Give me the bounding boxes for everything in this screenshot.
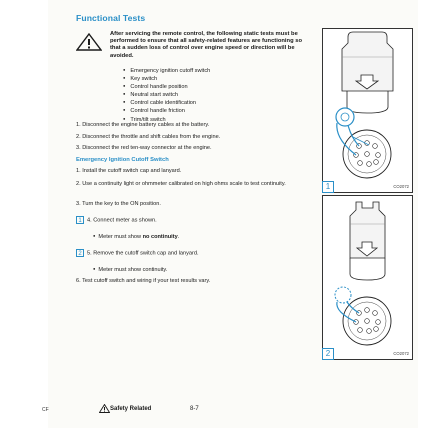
warning-triangle-icon [99, 404, 110, 413]
checklist-item: ● Key switch [132, 75, 210, 83]
figure-number: 1 [322, 181, 334, 193]
footer-code: CF [42, 407, 49, 413]
cutoff-step-6: 6. Test cutoff switch and wiring if your test results vary. [76, 278, 211, 284]
cutoff-step-4-result: ● Meter must show no continuity. [93, 233, 180, 240]
figure-ref-2: 2 [76, 249, 84, 257]
figure-code: CO2072 [393, 184, 409, 189]
warning-triangle-icon [76, 33, 102, 51]
footer-safety-label: Safety Related [110, 406, 152, 412]
switch-meter-illustration-1 [323, 29, 412, 192]
figure-1 [322, 28, 413, 193]
intro-step-1: 1. Disconnect the engine battery cables at the battery. [76, 122, 210, 128]
cutoff-step-5-text: 5. Remove the cutoff switch cap and lanyard. [87, 250, 199, 257]
cutoff-step-5 [76, 249, 291, 258]
checklist-item: ● Control cable identification [132, 99, 210, 107]
figure-number: 2 [322, 348, 334, 360]
safety-warning: After servicing the remote control, the following static tests must be performed to ensure that all safety-related features are functioning so that a sudden loss of control over engine speed or direction will be avoided. [110, 31, 302, 59]
manual-page [48, 0, 418, 428]
figure-ref-1: 1 [76, 216, 84, 224]
checklist-item: ● Neutral start switch [132, 91, 210, 99]
figure-2 [322, 195, 413, 360]
checklist-item: ● Emergency ignition cutoff switch [132, 67, 210, 75]
page-heading: Functional Tests [76, 13, 146, 23]
cutoff-step-4 [76, 216, 291, 225]
cutoff-step-2: 2. Use a continuity light or ohmmeter calibrated on high ohms scale to test continuity. [76, 181, 286, 187]
checklist-item: ● Trim/tilt switch [132, 116, 210, 124]
bullet-dot: ● [93, 233, 96, 238]
checklist-item: ● Control handle friction [132, 107, 210, 115]
page-number: 8-7 [190, 406, 199, 412]
no-continuity-emphasis: no continuity [142, 234, 178, 240]
cutoff-step-1: 1. Install the cutoff switch cap and lanyard. [76, 168, 182, 174]
bullet-dot: ● [93, 266, 96, 271]
intro-step-2: 2. Disconnect the throttle and shift cables from the engine. [76, 134, 221, 140]
cutoff-step-3: 3. Turn the key to the ON position. [76, 201, 161, 207]
switch-meter-illustration-2 [323, 196, 412, 359]
cutoff-step-4-text: 4. Connect meter as shown. [87, 217, 157, 224]
checklist-item: ● Control handle position [132, 83, 210, 91]
cutoff-step-5-result: ● Meter must show continuity. [93, 266, 168, 273]
intro-step-3: 3. Disconnect the red ten-way connector at the engine. [76, 145, 212, 151]
section-subheading: Emergency Ignition Cutoff Switch [76, 157, 169, 163]
figure-code: CO2072 [393, 351, 409, 356]
test-checklist [132, 67, 210, 124]
